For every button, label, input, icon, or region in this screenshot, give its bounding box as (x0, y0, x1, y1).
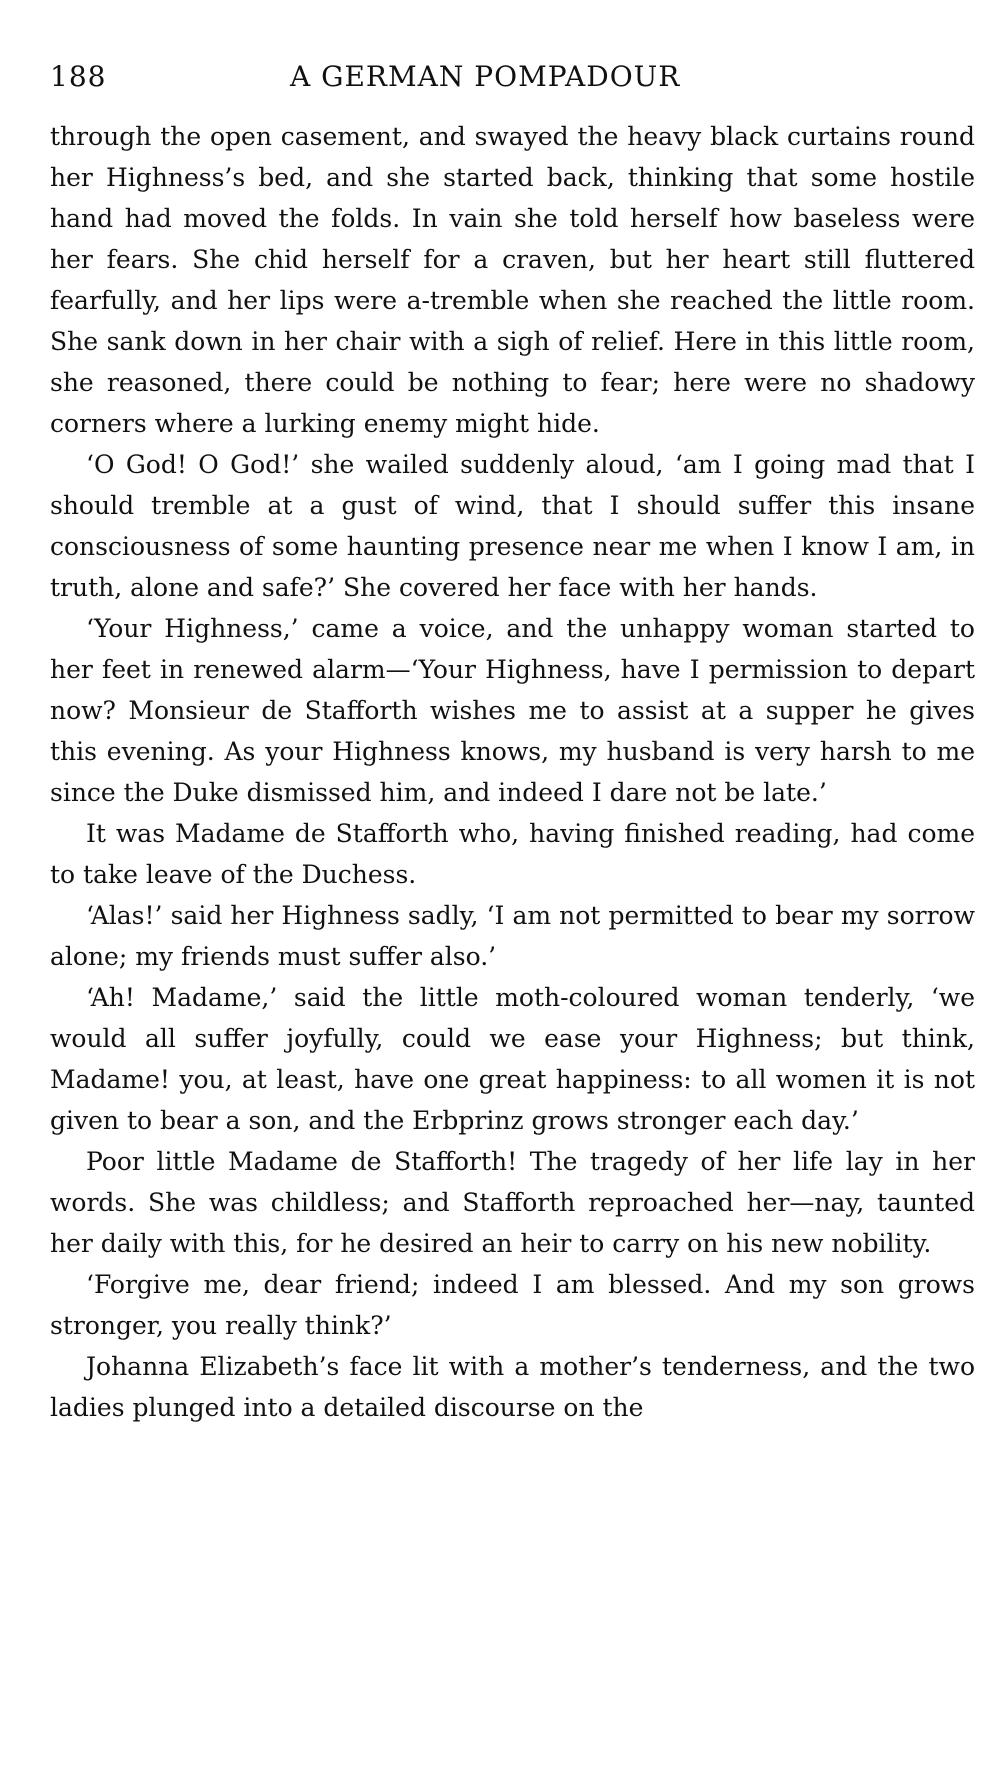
page-number: 188 (50, 60, 107, 93)
body-text (50, 116, 975, 1428)
running-head (50, 60, 975, 100)
book-title: A GERMAN POMPADOUR (290, 60, 681, 93)
paragraph: It was Madame de Stafforth who, having finished reading, had come to take leave of the Duchess. (50, 819, 975, 889)
paragraph: ‘O God! O God!’ she wailed suddenly aloud, ‘am I going mad that I should tremble at a gust of wind, that I should suffer this insane consciousness of some haunting presence near me when I know I am, in truth, alone and safe?’ She covered her face with her hands. (50, 450, 975, 602)
paragraph-continues: Johanna Elizabeth’s face lit with a mother’s tenderness, and the two ladies plunged into a detailed discourse on the (50, 1352, 975, 1422)
paragraph: ‘Forgive me, dear friend; indeed I am blessed. And my son grows stronger, you really think?’ (50, 1270, 975, 1340)
paragraph: ‘Ah! Madame,’ said the little moth-coloured woman tenderly, ‘we would all suffer joyfully, could we ease your Highness; but think, Madame! you, at least, have one great happiness: to all women it is not given to bear a son, and the Erbprinz grows stronger each day.’ (50, 983, 975, 1135)
paragraph: ‘Alas!’ said her Highness sadly, ‘I am not permitted to bear my sorrow alone; my friends must suffer also.’ (50, 901, 975, 971)
paragraph: ‘Your Highness,’ came a voice, and the unhappy woman started to her feet in renewed alarm—‘Your Highness, have I permission to depart now? Monsieur de Stafforth wishes me to assist at a supper he gives this evening. As your Highness knows, my husband is very harsh to me since the Duke dismissed him, and indeed I dare not be late.’ (50, 614, 975, 807)
book-page (50, 60, 975, 1428)
paragraph-continuation: through the open casement, and swayed the heavy black curtains round her Highness’s bed, and she started back, thinking that some hostile hand had moved the folds. In vain she told herself how baseless were her fears. She chid herself for a craven, but her heart still fluttered fearfully, and her lips were a-tremble when she reached the little room. She sank down in her chair with a sigh of relief. Here in this little room, she reasoned, there could be nothing to fear; here were no shadowy corners where a lurking enemy might hide. (50, 122, 975, 438)
paragraph: Poor little Madame de Stafforth! The tragedy of her life lay in her words. She was childless; and Stafforth reproached her—nay, taunted her daily with this, for he desired an heir to carry on his new nobility. (50, 1147, 975, 1258)
